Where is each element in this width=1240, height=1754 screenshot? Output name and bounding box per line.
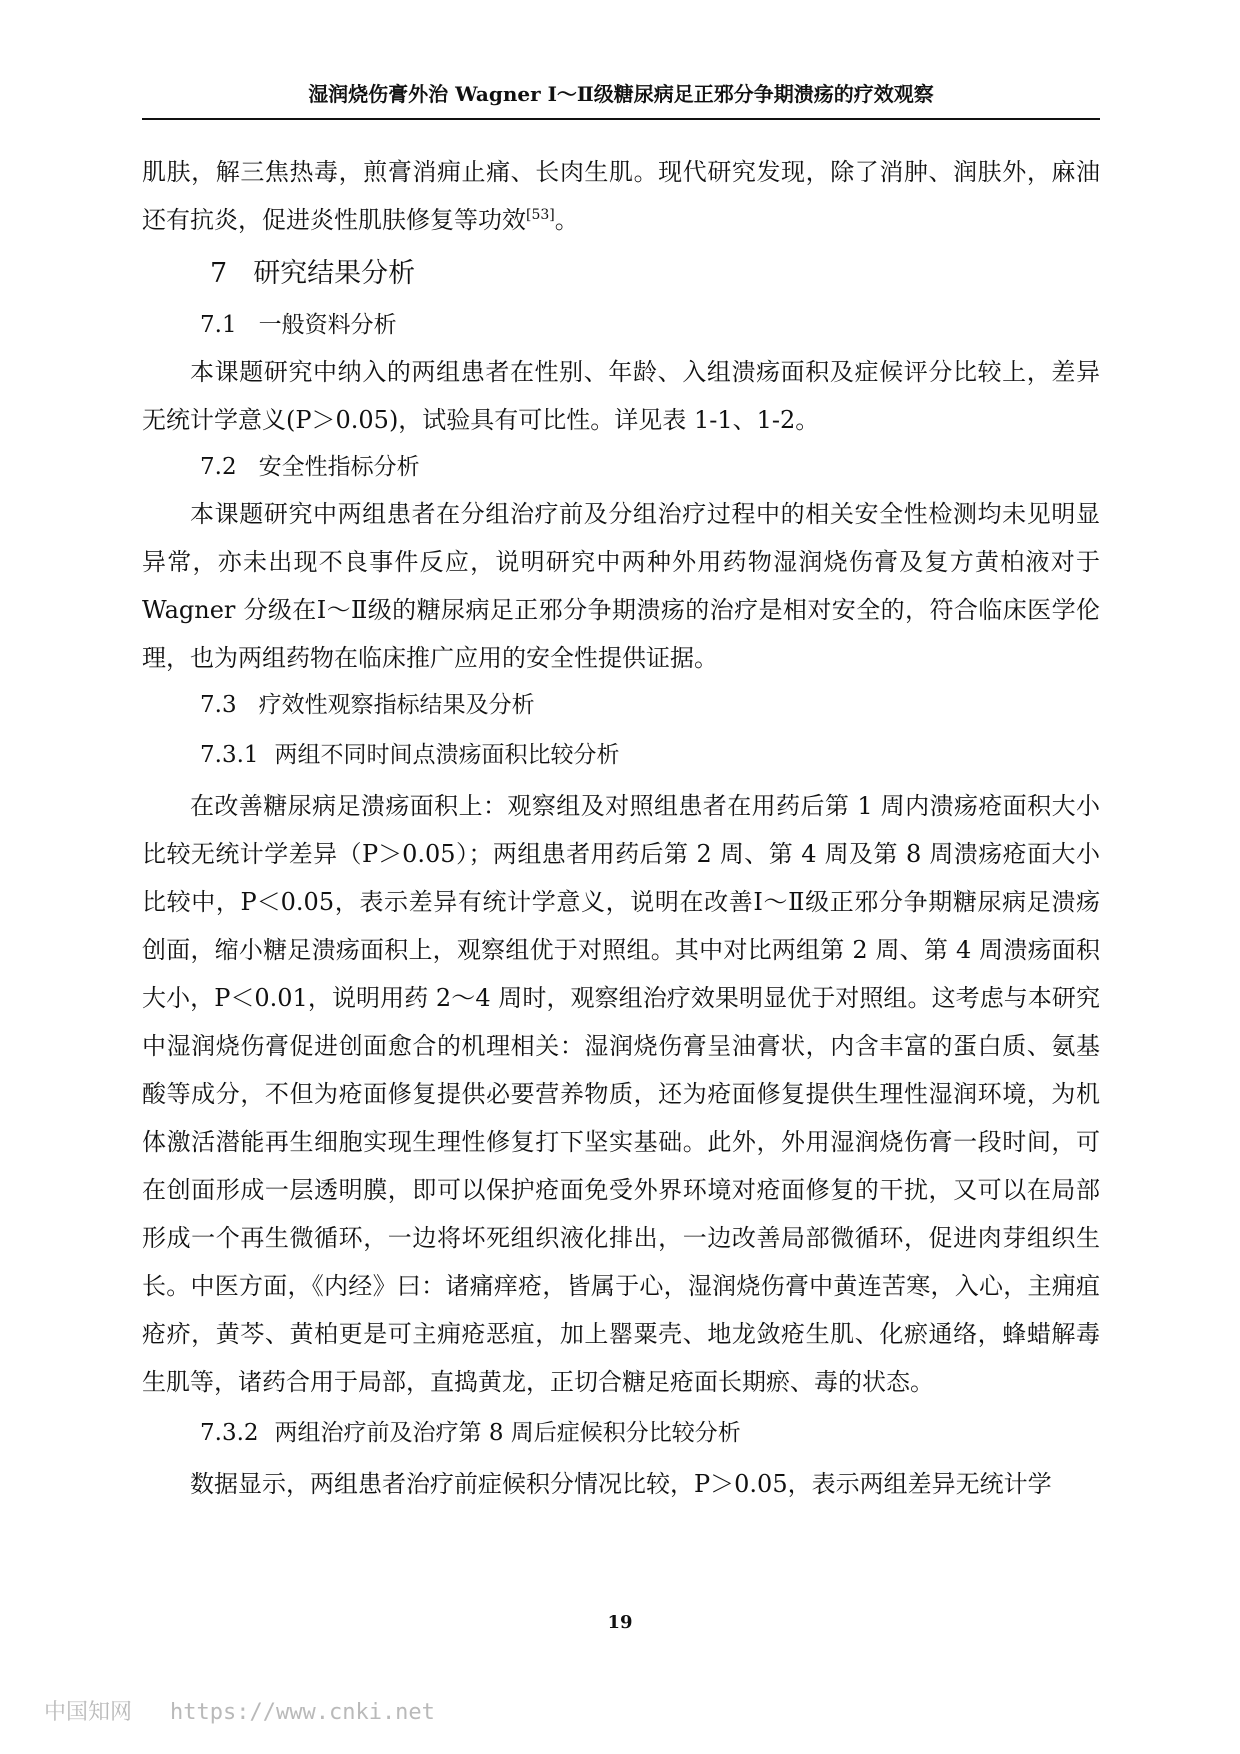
paragraph-7-1: 本课题研究中纳入的两组患者在性别、年龄、入组溃疡面积及症候评分比较上，差异无统计学意义(P＞0.05)，试验具有可比性。详见表 1-1、1-2。 bbox=[142, 358, 1100, 434]
section-title: 疗效性观察指标结果及分析 bbox=[258, 692, 535, 718]
section-number: 7.3.2 bbox=[200, 1420, 259, 1446]
page-body bbox=[142, 148, 1100, 1508]
section-title: 安全性指标分析 bbox=[258, 454, 420, 480]
section-heading-7-3 bbox=[142, 682, 1100, 728]
section-title: 两组不同时间点溃疡面积比较分析 bbox=[274, 742, 620, 768]
section-number: 7 bbox=[210, 258, 228, 289]
paragraph-text: 肌肤，解三焦热毒，煎膏消痈止痛、长肉生肌。现代研究发现，除了消肿、润肤外，麻油还有抗炎，促进炎性肌肤修复等功效 bbox=[142, 158, 1100, 234]
section-number: 7.2 bbox=[200, 454, 237, 480]
header-rule bbox=[142, 118, 1100, 120]
paragraph-7-3-1: 在改善糖尿病足溃疡面积上：观察组及对照组患者在用药后第 1 周内溃疡疮面积大小比较无统计学差异（P＞0.05）；两组患者用药后第 2 周、第 4 周及第 8 周溃疡疮面大小比较中，P＜0.05，表示差异有统计学意义，说明在改善Ⅰ～Ⅱ级正邪分争期糖尿病足溃疡创面，缩小糖足溃疡面积上，观察组优于对照组。其中对比两组第 2 周、第 4 周溃疡面积大小，P＜0.01，说明用药 2～4 周时，观察组治疗效果明显优于对照组。这考虑与本研究中湿润烧伤膏促进创面愈合的机理相关：湿润烧伤膏呈油膏状，内含丰富的蛋白质、氨基酸等成分，不但为疮面修复提供必要营养物质，还为疮面修复提供生理性湿润环境，为机体激活潜能再生细胞实现生理性修复打下坚实基础。此外，外用湿润烧伤膏一段时间，可在创面形成一层透明膜，即可以保护疮面免受外界环境对疮面修复的干扰，又可以在局部形成一个再生微循环，一边将坏死组织液化排出，一边改善局部微循环，促进肉芽组织生长。中医方面，《内经》曰：诸痛痒疮，皆属于心，湿润烧伤膏中黄连苦寒，入心，主痈疽疮疥，黄芩、黄柏更是可主痈疮恶疽，加上罂粟壳、地龙敛疮生肌、化瘀通络，蜂蜡解毒生肌等，诸药合用于局部，直捣黄龙，正切合糖足疮面长期瘀、毒的状态。 bbox=[142, 792, 1100, 1396]
section-heading-7-3-1 bbox=[142, 730, 1100, 780]
watermark-url[interactable]: https://www.cnki.net bbox=[170, 1700, 435, 1725]
paragraph-continued bbox=[142, 148, 1100, 244]
section-title: 一般资料分析 bbox=[258, 312, 397, 338]
paragraph-end: 。 bbox=[554, 206, 579, 234]
watermark bbox=[44, 1695, 435, 1726]
page-number: 19 bbox=[607, 1612, 633, 1633]
section-heading-7 bbox=[142, 252, 1100, 296]
section-number: 7.3.1 bbox=[200, 742, 259, 768]
running-header-title: 湿润烧伤膏外治 Wagner Ⅰ～Ⅱ级糖尿病足正邪分争期溃疡的疗效观察 bbox=[308, 82, 934, 106]
section-heading-7-1 bbox=[142, 302, 1100, 348]
section-title: 研究结果分析 bbox=[253, 258, 416, 289]
section-heading-7-2 bbox=[142, 444, 1100, 490]
watermark-cnki-name: 中国知网 bbox=[44, 1700, 133, 1725]
paragraph-7-3-2: 数据显示，两组患者治疗前症候积分情况比较，P＞0.05，表示两组差异无统计学 bbox=[190, 1470, 1052, 1498]
section-number: 7.1 bbox=[200, 312, 237, 338]
section-number: 7.3 bbox=[200, 692, 237, 718]
section-heading-7-3-2 bbox=[142, 1408, 1100, 1458]
paragraph-7-2: 本课题研究中两组患者在分组治疗前及分组治疗过程中的相关安全性检测均未见明显异常，亦未出现不良事件反应，说明研究中两种外用药物湿润烧伤膏及复方黄柏液对于 Wagner 分级在Ⅰ～Ⅱ级的糖尿病足正邪分争期溃疡的治疗是相对安全的，符合临床医学伦理，也为两组药物在临床推广应用的安全性提供证据。 bbox=[142, 500, 1100, 672]
citation-ref[interactable]: [53] bbox=[526, 207, 555, 223]
section-title: 两组治疗前及治疗第 8 周后症候积分比较分析 bbox=[274, 1420, 741, 1446]
